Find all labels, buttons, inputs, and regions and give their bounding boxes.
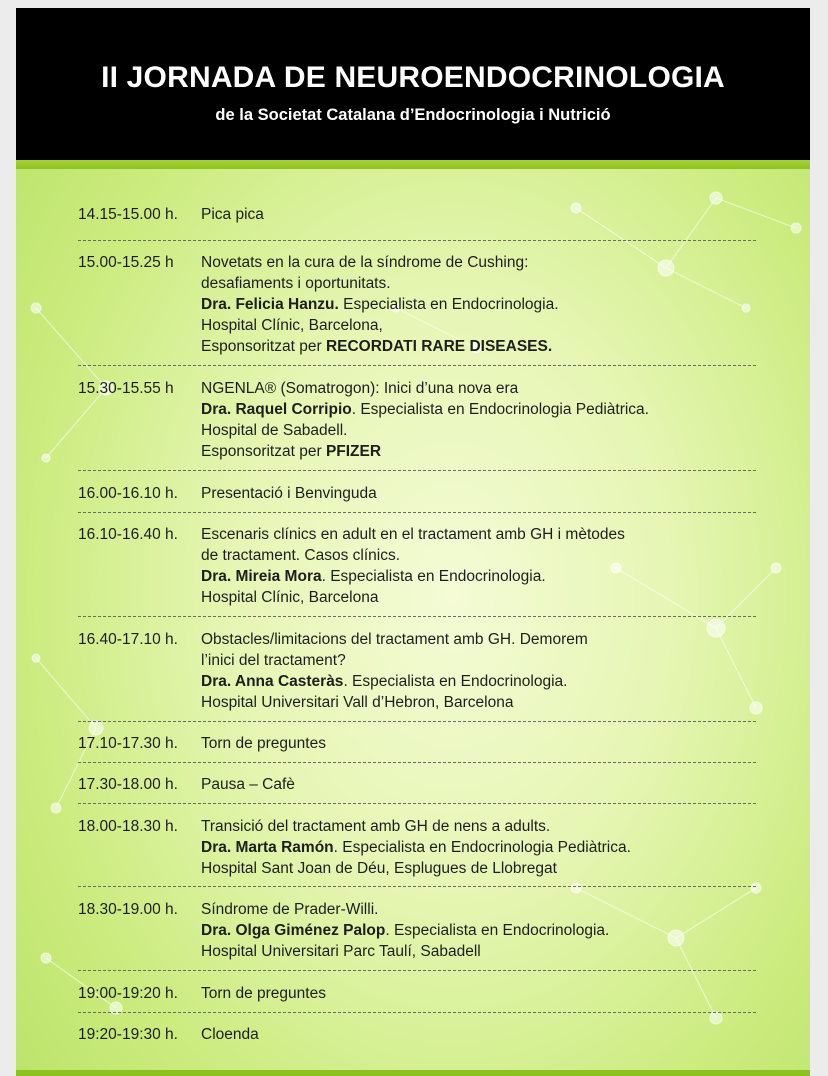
speaker-role: Especialista en Endocrinologia. (338, 296, 559, 313)
separator (78, 616, 756, 617)
speaker-role: . Especialista en Endocrinologia. (385, 922, 610, 939)
agenda-title: Cloenda (201, 1026, 259, 1043)
agenda-title-line: Escenaris clínics en adult en el tractament amb GH i mètodes (201, 526, 625, 543)
separator (78, 240, 756, 241)
speaker-line (201, 294, 761, 315)
header-accent-bar (16, 160, 810, 169)
speaker-name: Dra. Anna Casteràs (201, 673, 344, 690)
speaker-line (201, 837, 761, 858)
speaker-line (201, 566, 761, 587)
speaker-line (201, 671, 761, 692)
agenda-title: Síndrome de Prader-Willi. (201, 901, 379, 918)
separator (78, 721, 756, 722)
separator (78, 365, 756, 366)
affiliation: Hospital Universitari Parc Taulí, Sabadell (201, 943, 481, 960)
agenda-title: Pica pica (201, 206, 264, 223)
agenda-time: 14.15-15.00 h. (78, 206, 178, 223)
separator (78, 803, 756, 804)
speaker-line (201, 920, 761, 941)
sponsor-prefix: Esponsoritzat per (201, 443, 326, 460)
affiliation: Hospital Sant Joan de Déu, Esplugues de Llobregat (201, 860, 557, 877)
agenda-time: 18.00-18.30 h. (78, 818, 178, 835)
affiliation: Hospital Clínic, Barcelona (201, 589, 379, 606)
speaker-line (201, 399, 761, 420)
speaker-name: Dra. Mireia Mora (201, 568, 322, 585)
separator (78, 886, 756, 887)
speaker-role: . Especialista en Endocrinologia. (321, 568, 546, 585)
agenda-time: 15.00-15.25 h (78, 254, 174, 271)
agenda-title: NGENLA® (Somatrogon): Inici d’una nova era (201, 380, 519, 397)
header (16, 8, 810, 160)
speaker-name: Dra. Felicia Hanzu. (201, 296, 339, 313)
separator (78, 470, 756, 471)
separator (78, 1012, 756, 1013)
agenda-title-line: Novetats en la cura de la síndrome de Cushing: (201, 254, 529, 271)
agenda-title: Pausa – Cafè (201, 776, 295, 793)
agenda-title-line: desafiaments i oportunitats. (201, 275, 391, 292)
separator (78, 512, 756, 513)
agenda-time: 18.30-19.00 h. (78, 901, 178, 918)
agenda-title-line: Obstacles/limitacions del tractament amb GH. Demorem (201, 631, 588, 648)
separator (78, 762, 756, 763)
affiliation: Hospital Universitari Vall d’Hebron, Barcelona (201, 694, 514, 711)
agenda-title: Torn de preguntes (201, 985, 326, 1002)
sponsor-name: PFIZER (325, 443, 382, 460)
agenda-title-line: de tractament. Casos clínics. (201, 547, 400, 564)
poster (16, 8, 810, 1076)
agenda-time: 16.40-17.10 h. (78, 631, 178, 648)
event-subtitle: de la Societat Catalana d’Endocrinologia i Nutrició (215, 106, 611, 124)
agenda-title: Transició del tractament amb GH de nens a adults. (201, 818, 551, 835)
agenda-title: Presentació i Benvinguda (201, 485, 377, 502)
speaker-role: . Especialista en Endocrinologia. (343, 673, 568, 690)
agenda-title: Torn de preguntes (201, 735, 326, 752)
agenda-time: 19:20-19:30 h. (78, 1026, 178, 1043)
sponsor-line (201, 336, 761, 357)
agenda-title-line: l’inici del tractament? (201, 652, 346, 669)
agenda-time: 19:00-19:20 h. (78, 985, 178, 1002)
speaker-name: Dra. Marta Ramón (201, 839, 334, 856)
agenda-time: 16.10-16.40 h. (78, 526, 178, 543)
speaker-role: . Especialista en Endocrinologia Pediàtrica. (351, 401, 649, 418)
separator (78, 970, 756, 971)
agenda-time: 17.30-18.00 h. (78, 776, 178, 793)
speaker-name: Dra. Olga Giménez Palop (201, 922, 386, 939)
sponsor-name: RECORDATI RARE DISEASES. (325, 338, 553, 355)
agenda-time: 16.00-16.10 h. (78, 485, 178, 502)
footer-accent-bar (16, 1070, 810, 1076)
agenda-time: 15.30-15.55 h (78, 380, 174, 397)
sponsor-line (201, 441, 761, 462)
speaker-name: Dra. Raquel Corripio (201, 401, 352, 418)
agenda-time: 17.10-17.30 h. (78, 735, 178, 752)
affiliation: Hospital Clínic, Barcelona, (201, 317, 383, 334)
sponsor-prefix: Esponsoritzat per (201, 338, 326, 355)
speaker-role: . Especialista en Endocrinologia Pediàtrica. (333, 839, 631, 856)
event-title: II JORNADA DE NEUROENDOCRINOLOGIA (101, 61, 725, 94)
affiliation: Hospital de Sabadell. (201, 422, 348, 439)
